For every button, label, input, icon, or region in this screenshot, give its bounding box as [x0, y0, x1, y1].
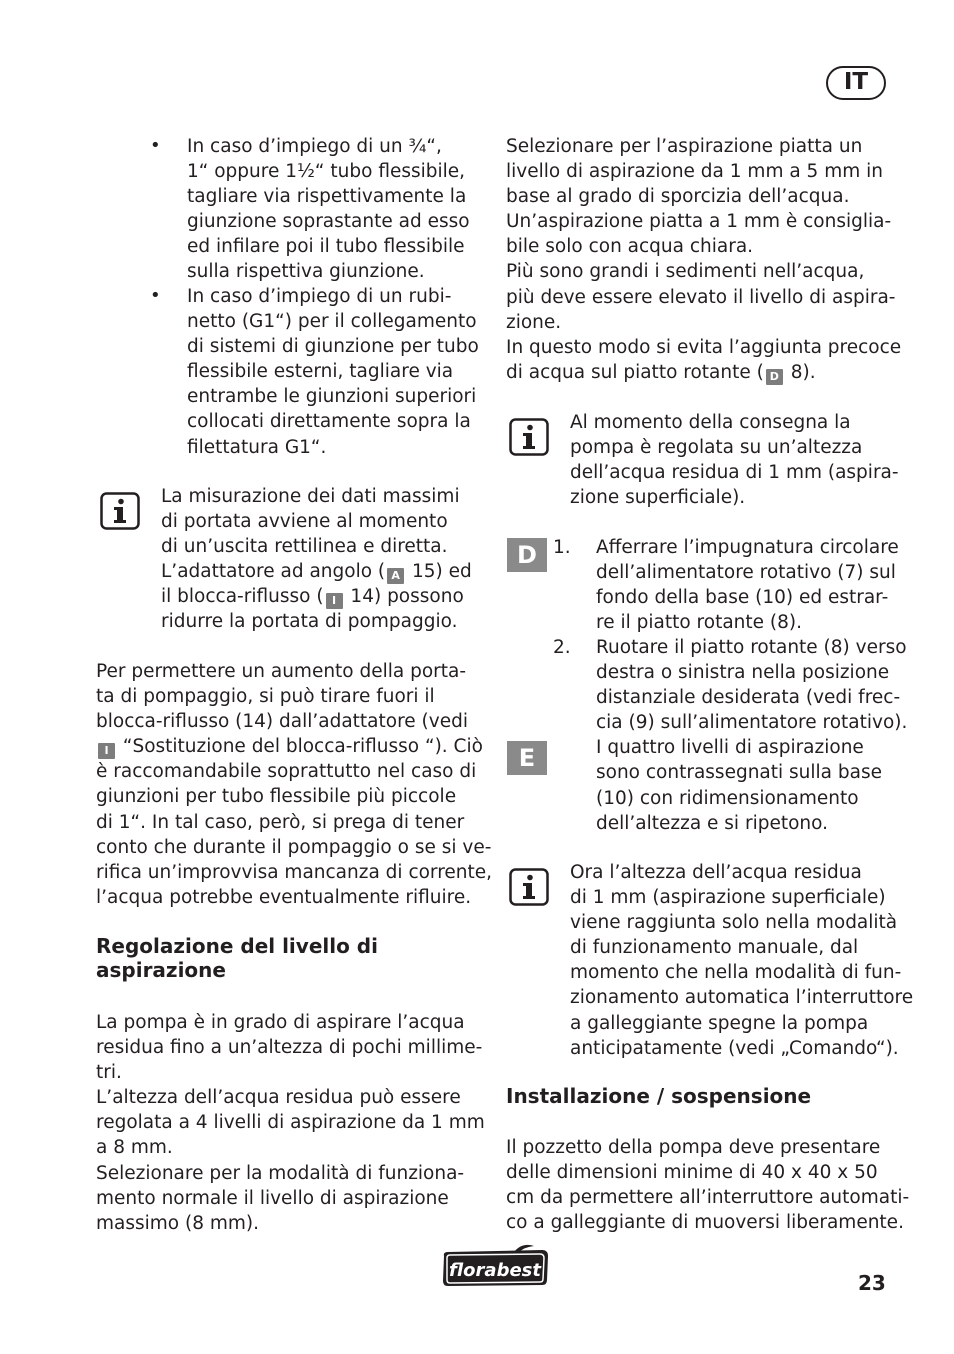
figure-ref-d: D [766, 369, 783, 385]
svg-text:florabest: florabest [449, 1260, 541, 1281]
paragraph-flow-increase: Per permettere un aumento della porta- ta di pompaggio, si può tirare fuori il blocca-riflusso (14) dall’adattatore (vedi I “Sostituzione del blocca-riflusso “). Ciò è raccomandabile soprattutto nel caso di giunzioni per tubo flessibile più piccole di 1“. In tal caso, però, si prega di tener conto che durante il pompaggio o se si ve- rifica un’improvvisa mancanza di corrente, l’acqua potrebbe eventualmente rifluire. [96, 661, 493, 908]
step-number: 1. [553, 537, 571, 558]
info-icon [100, 492, 140, 530]
figure-marker-d: D [507, 538, 547, 572]
bullet-dot: • [150, 135, 161, 156]
section-heading-installation: Installazione / sospensione [506, 1084, 812, 1108]
bullet-item-tap-connection: In caso d’impiego di un rubi- netto (G1“) per il collegamento di sistemi di giunzione per tubo flessibile esterni, tagliare via entrambe le giunzioni superiori collocati direttamente sopra la filettatura G1“. [187, 286, 479, 458]
figure-ref-i: I [326, 593, 343, 609]
info-icon [509, 868, 549, 906]
info-note-flow-measurement: La misurazione dei dati massimi di portata avviene al momento di un’uscita rettilinea e diretta. L’adattatore ad angolo ( A 15) ed il blocca-riflusso ( I 14) possono ridurre la portata di pompaggio. [161, 486, 472, 633]
info-icon [509, 418, 549, 456]
step-1-text: Afferrare l’impugnatura circolare dell’alimentatore rotativo (7) sul fondo della base (10) ed estrar- re il piatto rotante (8). [596, 537, 899, 634]
figure-marker-e: E [507, 741, 547, 775]
step-2-text: Ruotare il piatto rotante (8) verso destra o sinistra nella posizione distanziale desiderata (vedi frec- cia (9) sull’alimentatore rotativo). I quattro livelli di aspirazione sono contrassegnati sulla base (10) con ridimensionamento dell’altezza e si ripetono. [596, 637, 908, 834]
figure-ref-a: A [387, 568, 404, 584]
florabest-logo [438, 1244, 552, 1290]
paragraph-suction-levels: La pompa è in grado di aspirare l’acqua residua fino a un’altezza di pochi millime- tri. L’altezza dell’acqua residua può essere regolata a 4 livelli di aspirazione da 1 mm a 8 mm. Selezionare per la modalità di funziona- mento normale il livello di aspirazione massimo (8 mm). [96, 1012, 485, 1234]
bullet-dot: • [150, 285, 161, 306]
figure-ref-i: I [98, 743, 115, 759]
info-note-delivery-setting: Al momento della consegna la pompa è regolata su un’altezza dell’acqua residua di 1 mm (aspira- zione superficiale). [570, 412, 899, 509]
step-number: 2. [553, 637, 571, 658]
bullet-item-hose-sizes: In caso d’impiego di un ¾“, 1“ oppure 1½“ tubo flessibile, tagliare via rispettivamente la giunzione soprastante ad esso ed infilare poi il tubo flessibile sulla rispettiva giunzione. [187, 136, 470, 283]
paragraph-pump-shaft: Il pozzetto della pompa deve presentare delle dimensioni minime di 40 x 40 x 50 cm da permettere all’interruttore automati- co a galleggiante di muoversi liberamente. [506, 1137, 910, 1234]
info-note-manual-mode: Ora l’altezza dell’acqua residua di 1 mm (aspirazione superficiale) viene raggiunta solo nella modalità di funzionamento manuale, dal momento che nella modalità di fun- zionamento automatica l’interruttore a galleggiante spegne la pompa anticipatamente (vedi „Comando“). [570, 862, 914, 1059]
section-heading-suction-level: Regolazione del livello di aspirazione [96, 934, 378, 982]
page-number: 23 [858, 1271, 886, 1295]
language-badge: IT [826, 66, 886, 100]
paragraph-flat-suction: Selezionare per l’aspirazione piatta un livello di aspirazione da 1 mm a 5 mm in base al grado di sporcizia dell’acqua. Un’aspirazione piatta a 1 mm è consiglia- bile solo con acqua chiara. Più sono grandi i sedimenti nell’acqua, più deve essere elevato il livello di aspira- zione. In questo modo si evita l’aggiunta precoce di acqua sul piatto rotante ( D 8). [506, 136, 902, 383]
